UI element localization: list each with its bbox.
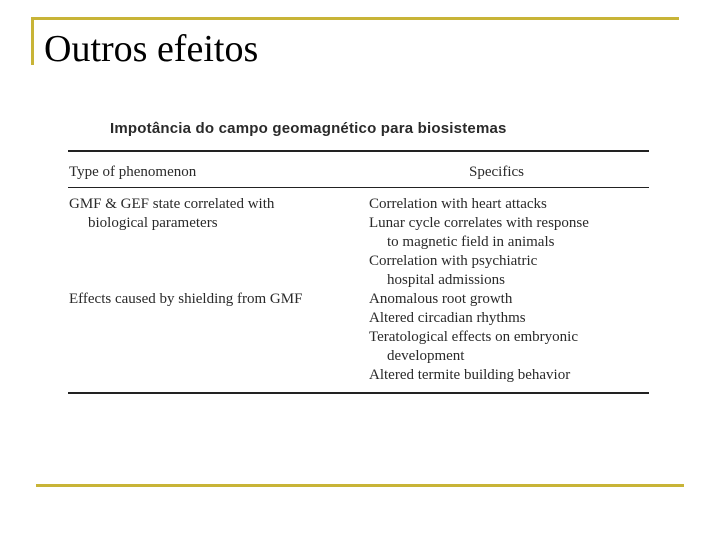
row-1-phenomenon-line-1: GMF & GEF state correlated with [69,196,275,212]
row-2-specific-2: Altered circadian rhythms [369,310,526,326]
row-1-phenomenon-line-2: biological parameters [88,215,218,231]
table-rule-top [68,150,649,152]
accent-line-bottom [36,484,684,487]
row-1-specific-2: Lunar cycle correlates with response [369,215,589,231]
row-2-specific-1: Anomalous root growth [369,291,513,307]
accent-line-left [31,17,34,65]
table-title: Impotância do campo geomagnético para biosistemas [110,120,507,137]
row-1-specific-3-cont: hospital admissions [387,272,505,288]
table-rule-header [68,187,649,188]
column-header-phenomenon: Type of phenomenon [69,164,197,180]
row-2-phenomenon-line-1: Effects caused by shielding from GMF [69,291,303,307]
row-2-specific-3-cont: development [387,348,465,364]
row-1-specific-2-cont: to magnetic field in animals [387,234,555,250]
accent-line-top [31,17,679,20]
column-header-specifics: Specifics [469,164,524,180]
row-2-specific-4: Altered termite building behavior [369,367,571,383]
row-1-specific-1: Correlation with heart attacks [369,196,547,212]
table-rule-bottom [68,392,649,394]
row-2-specific-3: Teratological effects on embryonic [369,329,579,345]
slide-title: Outros efeitos [44,28,259,70]
row-1-specific-3: Correlation with psychiatric [369,253,538,269]
